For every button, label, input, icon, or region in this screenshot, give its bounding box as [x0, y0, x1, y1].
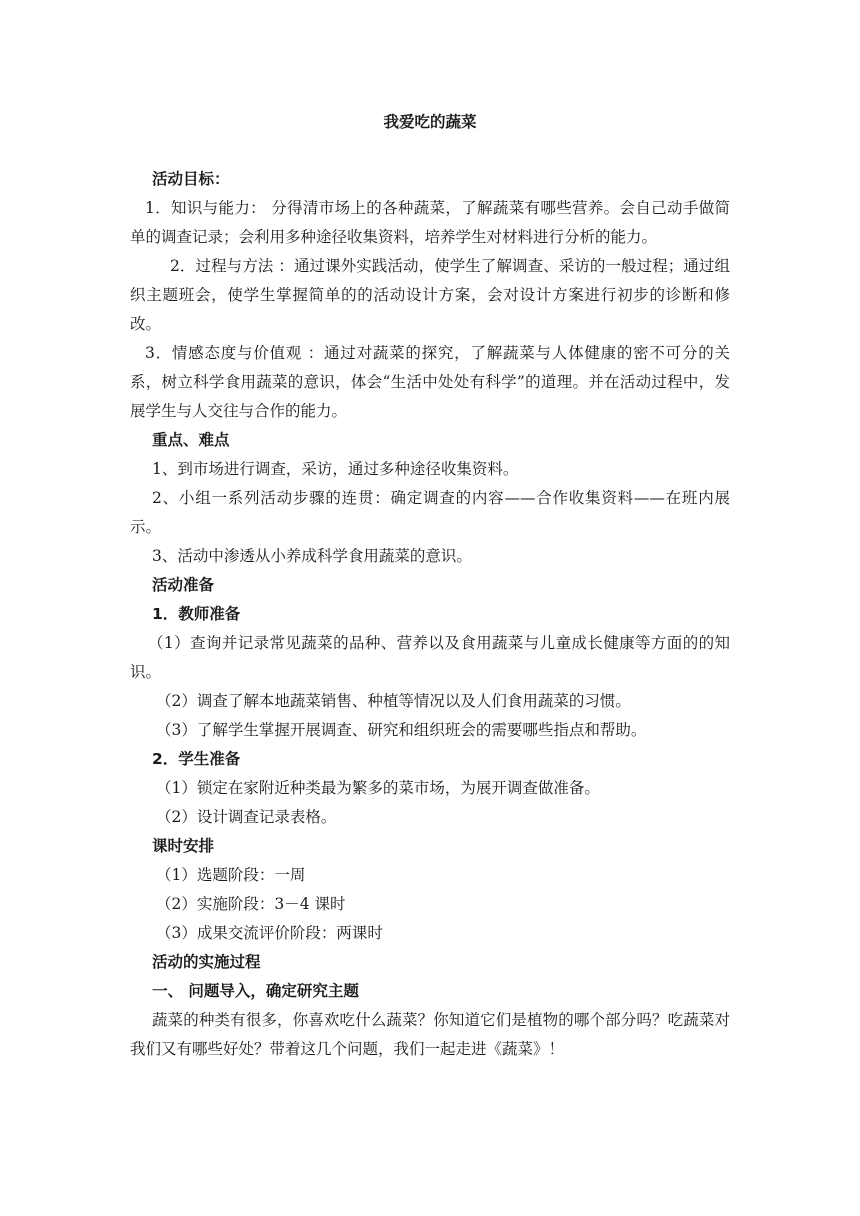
paragraph-key-point-3: 3、活动中渗透从小养成科学食用蔬菜的意识。	[152, 547, 472, 565]
paragraph-key-point-2: 2、小组一系列活动步骤的连贯：确定调查的内容——合作收集资料——在班内展示。	[130, 489, 730, 536]
paragraph-teacher-prep-1: （1）查询并记录常见蔬菜的品种、营养以及食用蔬菜与儿童成长健康等方面的的知识。	[130, 634, 730, 681]
paragraph-student-prep-1: （1）锁定在家附近种类最为繁多的菜市场，为展开调查做准备。	[156, 779, 600, 797]
document-title: 我爱吃的蔬菜	[383, 112, 477, 131]
document-body	[130, 165, 730, 1064]
heading-implementation: 活动的实施过程	[152, 953, 261, 971]
paragraph-schedule-1: （1）选题阶段：一周	[156, 866, 306, 884]
heading-activity-goals: 活动目标：	[152, 170, 230, 188]
heading-preparation: 活动准备	[152, 576, 215, 594]
heading-schedule: 课时安排	[152, 837, 215, 855]
paragraph-goal-attitude: 3．情感态度与价值观 ：通过对蔬菜的探究，了解蔬菜与人体健康的密不可分的关系，树立科学食用蔬菜的意识，体会“生活中处处有科学”的道理。并在活动过程中，发展学生与人交往与合作的能力。	[130, 344, 730, 420]
heading-teacher-preparation: 1．教师准备	[152, 605, 241, 623]
paragraph-teacher-prep-3: （3）了解学生掌握开展调查、研究和组织班会的需要哪些指点和帮助。	[156, 721, 647, 739]
paragraph-teacher-prep-2: （2）调查了解本地蔬菜销售、种植等情况以及人们食用蔬菜的习惯。	[156, 692, 631, 710]
paragraph-student-prep-2: （2）设计调查记录表格。	[156, 808, 337, 826]
heading-student-preparation: 2．学生准备	[152, 750, 241, 768]
paragraph-schedule-2: （2）实施阶段：3－4 课时	[156, 895, 346, 913]
heading-step-one: 一、 问题导入，确定研究主题	[152, 982, 359, 1000]
paragraph-intro-questions: 蔬菜的种类有很多，你喜欢吃什么蔬菜？你知道它们是植物的哪个部分吗？吃蔬菜对我们又有哪些好处？带着这几个问题，我们一起走进《蔬菜》！	[130, 1011, 730, 1058]
paragraph-key-point-1: 1、到市场进行调查，采访，通过多种途径收集资料。	[152, 460, 519, 478]
paragraph-goal-knowledge: 1．知识与能力： 分得清市场上的各种蔬菜，了解蔬菜有哪些营养。会自己动手做简单的调查记录；会利用多种途径收集资料，培养学生对材料进行分析的能力。	[130, 199, 730, 246]
heading-key-points: 重点、难点	[152, 431, 230, 449]
paragraph-goal-process: 2．过程与方法 ：通过课外实践活动，使学生了解调查、采访的一般过程；通过组织主题班会，使学生掌握简单的的活动设计方案，会对设计方案进行初步的诊断和修改。	[130, 257, 730, 333]
paragraph-schedule-3: （3）成果交流评价阶段：两课时	[156, 924, 383, 942]
